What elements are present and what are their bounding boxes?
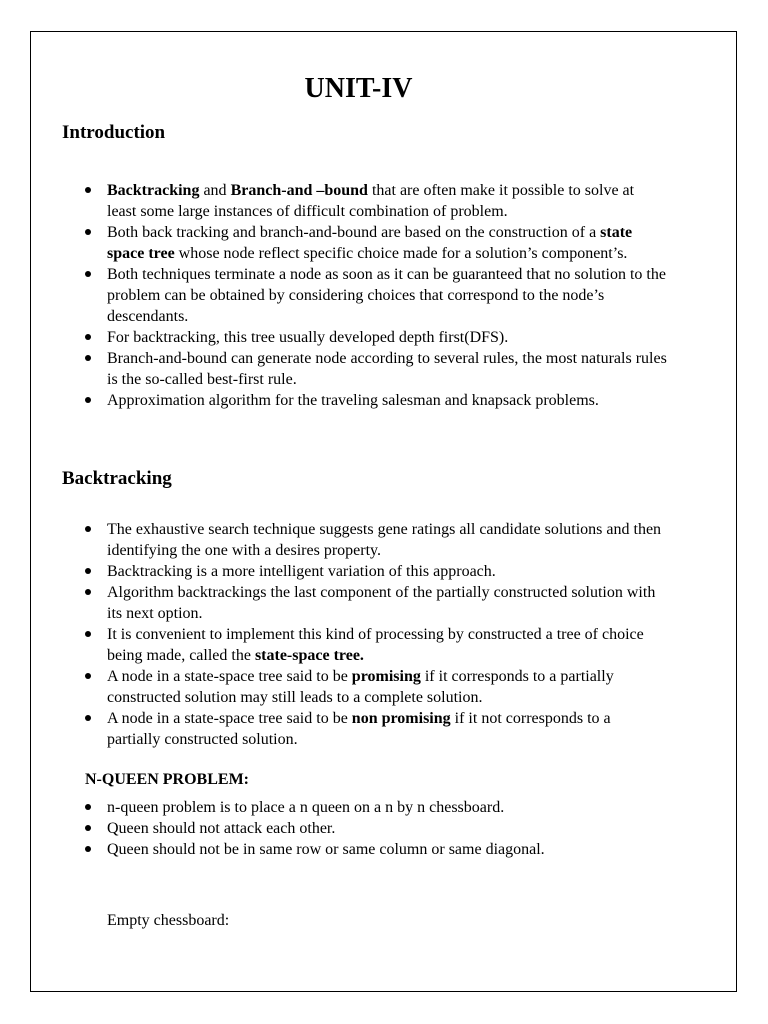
empty-chessboard-label: Empty chessboard: bbox=[107, 912, 230, 929]
text-run: Approximation algorithm for the traveling salesman and knapsack problems. bbox=[107, 392, 599, 409]
list-item bbox=[0, 839, 667, 860]
bullet-list-n-queen bbox=[0, 797, 700, 860]
text-run: if it not corresponds to a partially constructed solution. bbox=[107, 710, 611, 748]
text-run: Both back tracking and branch-and-bound are based on the construction of a bbox=[107, 224, 601, 241]
bold-term: promising bbox=[351, 668, 421, 685]
section-heading-backtracking: Backtracking bbox=[62, 468, 172, 489]
text-run: A node in a state-space tree said to be bbox=[107, 668, 352, 685]
list-item bbox=[0, 390, 667, 411]
text-run: and bbox=[199, 182, 231, 199]
text-run: Algorithm backtrackings the last component of the partially constructed solution with its next option. bbox=[107, 584, 656, 622]
text-run: For backtracking, this tree usually developed depth first(DFS). bbox=[107, 329, 509, 346]
section-heading-introduction: Introduction bbox=[62, 122, 166, 143]
bold-term: non promising bbox=[351, 710, 451, 727]
text-run: Branch-and-bound can generate node according to several rules, the most naturals rules is the so-called best-first rule. bbox=[107, 350, 667, 388]
list-item bbox=[0, 327, 667, 348]
text-run: It is convenient to implement this kind of processing by constructed a tree of choice being made, called the bbox=[107, 626, 644, 664]
list-item bbox=[0, 582, 667, 624]
section-heading-n-queen: N-QUEEN PROBLEM: bbox=[85, 771, 249, 788]
list-item bbox=[0, 180, 667, 222]
text-run: Queen should not attack each other. bbox=[107, 820, 336, 837]
list-item bbox=[0, 264, 667, 327]
text-run: n-queen problem is to place a n queen on a n by n chessboard. bbox=[107, 799, 505, 816]
text-run: whose node reflect specific choice made for a solution’s component’s. bbox=[174, 245, 628, 262]
list-item bbox=[0, 708, 667, 750]
bullet-list-introduction bbox=[0, 180, 700, 411]
text-run: A node in a state-space tree said to be bbox=[107, 710, 352, 727]
list-item bbox=[0, 222, 667, 264]
bold-term: Branch-and –bound bbox=[230, 182, 368, 199]
text-run: Backtracking is a more intelligent variation of this approach. bbox=[107, 563, 496, 580]
bold-term: Backtracking bbox=[107, 182, 200, 199]
list-item bbox=[0, 624, 667, 666]
text-run: Both techniques terminate a node as soon as it can be guaranteed that no solution to the problem can be obtained by considering choices that correspond to the node’s descendants. bbox=[107, 266, 666, 325]
text-run: Queen should not be in same row or same column or same diagonal. bbox=[107, 841, 545, 858]
list-item bbox=[0, 561, 667, 582]
bold-term: state space tree bbox=[107, 224, 633, 262]
list-item bbox=[0, 797, 667, 818]
bullet-list-backtracking bbox=[0, 519, 700, 750]
list-item bbox=[0, 348, 667, 390]
text-run: The exhaustive search technique suggests gene ratings all candidate solutions and then identifying the one with a desires property. bbox=[107, 521, 662, 559]
text-run: if it corresponds to a partially constructed solution may still leads to a complete solution. bbox=[107, 668, 614, 706]
list-item bbox=[0, 666, 667, 708]
document-title: UNIT-IV bbox=[304, 73, 413, 104]
text-run: that are often make it possible to solve at least some large instances of difficult combination of problem. bbox=[107, 182, 635, 220]
bold-term: state-space tree. bbox=[254, 647, 364, 664]
list-item bbox=[0, 519, 667, 561]
list-item bbox=[0, 818, 667, 839]
